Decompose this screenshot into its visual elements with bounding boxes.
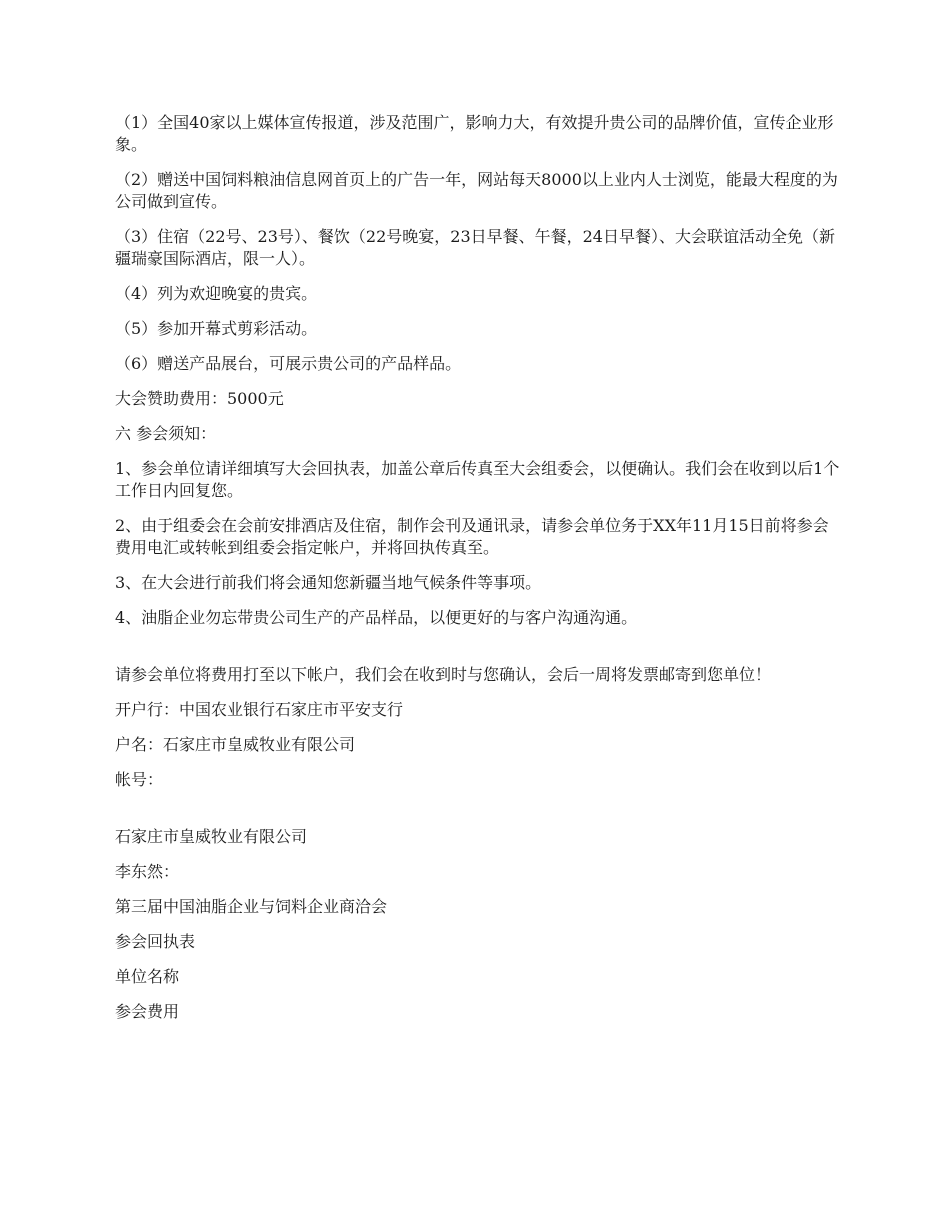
benefit-item-1: （1）全国40家以上媒体宣传报道，涉及范围广，影响力大，有效提升贵公司的品牌价值，宣传企业形象。 — [115, 113, 834, 154]
company-name: 石家庄市皇威牧业有限公司 — [115, 827, 308, 846]
field-fee: 参会费用 — [115, 1002, 180, 1021]
benefit-item-2: （2）赠送中国饲料粮油信息网首页上的广告一年，网站每天8000以上业内人士浏览，能最大程度的为公司做到宣传。 — [115, 170, 838, 211]
spacer — [115, 804, 840, 826]
event-title: 第三届中国油脂企业与饲料企业商洽会 — [115, 897, 388, 916]
benefit-item-3: （3）住宿（22号、23号）、餐饮（22号晚宴，23日早餐、午餐，24日早餐）、大会联谊活动全免（新疆瑞豪国际酒店，限一人）。 — [115, 227, 835, 268]
notice-item-2: 2、由于组委会在会前安排酒店及住宿，制作会刊及通讯录，请参会单位务于XX年11月15日前将参会费用电汇或转帐到组委会指定帐户，并将回执传真至。 — [115, 516, 829, 557]
sponsor-fee: 大会赞助费用：5000元 — [115, 389, 284, 408]
contact-name: 李东然： — [115, 862, 180, 881]
benefit-item-6: （6）赠送产品展台，可展示贵公司的产品样品。 — [115, 354, 462, 373]
field-unit-name: 单位名称 — [115, 967, 180, 986]
spacer — [115, 642, 840, 664]
bank-name: 开户行：中国农业银行石家庄市平安支行 — [115, 700, 404, 719]
benefit-item-4: （4）列为欢迎晚宴的贵宾。 — [115, 284, 318, 303]
document-body — [115, 112, 840, 1036]
form-title: 参会回执表 — [115, 932, 196, 951]
notice-item-3: 3、在大会进行前我们将会通知您新疆当地气候条件等事项。 — [115, 573, 542, 592]
notice-item-1: 1、参会单位请详细填写大会回执表，加盖公章后传真至大会组委会，以便确认。我们会在收到以后1个工作日内回复您。 — [115, 459, 840, 500]
account-number: 帐号： — [115, 770, 164, 789]
notice-item-4: 4、油脂企业勿忘带贵公司生产的产品样品，以便更好的与客户沟通沟通。 — [115, 608, 638, 627]
benefit-item-5: （5）参加开幕式剪彩活动。 — [115, 319, 318, 338]
payment-intro: 请参会单位将费用打至以下帐户，我们会在收到时与您确认，会后一周将发票邮寄到您单位！ — [115, 665, 772, 684]
notice-heading: 六 参会须知： — [115, 424, 217, 443]
account-name: 户名：石家庄市皇威牧业有限公司 — [115, 735, 356, 754]
